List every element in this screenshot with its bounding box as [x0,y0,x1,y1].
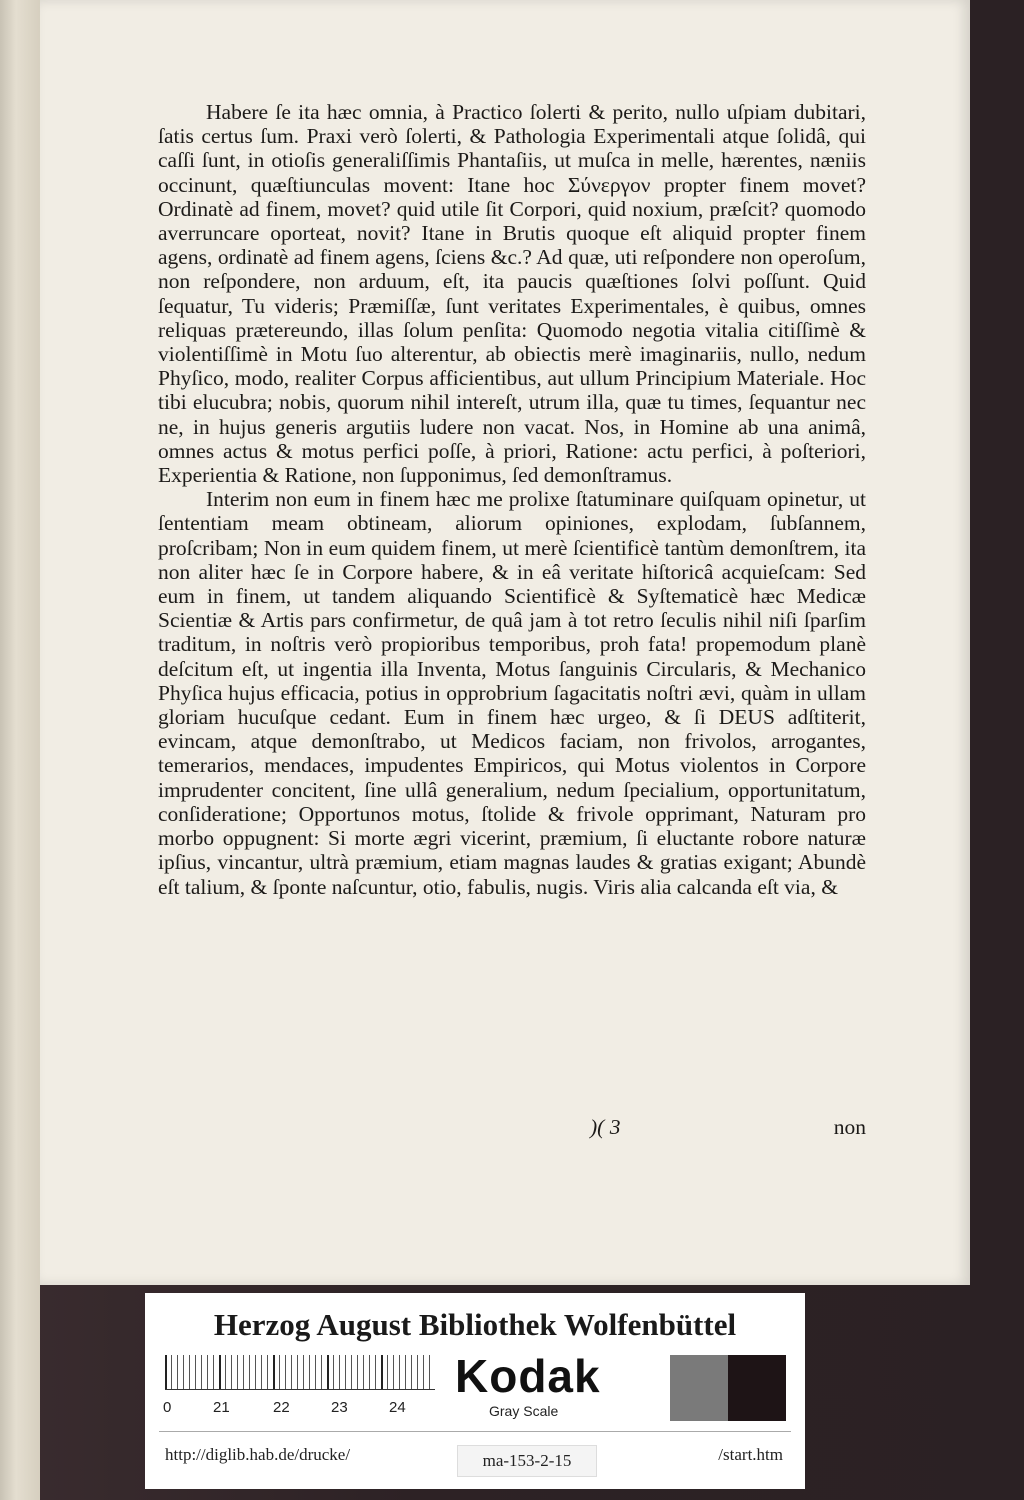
divider [159,1431,791,1432]
swatch-black [728,1355,786,1421]
digilib-url: http://diglib.hab.de/drucke/ [165,1445,351,1464]
signature-mark: )( 3 [590,1115,621,1139]
color-target-card [145,1293,805,1489]
ruler-number: 24 [389,1399,406,1416]
swatch-gray [670,1355,728,1421]
ruler-number: 0 [163,1399,172,1416]
shelfmark-id: ma-153-2-15 [457,1445,597,1477]
page-text [158,100,866,899]
ruler-baseline [165,1389,435,1390]
target-footer [145,1435,805,1485]
ruler-major-ticks [165,1355,435,1389]
ruler-number: 22 [273,1399,290,1416]
gray-scale-label: Gray Scale [489,1403,559,1419]
catchword: non [833,1115,866,1139]
book-page [40,0,970,1285]
ruler-number: 21 [213,1399,230,1416]
book-spine-edge [0,0,40,1500]
ruler-number: 23 [331,1399,348,1416]
kodak-logo: Kodak [455,1350,601,1402]
library-title: Herzog August Bibliothek Wolfenbüttel [213,1307,737,1342]
page-footer-line [158,1115,866,1141]
paragraph-1: Habere ſe ita hæc omnia, à Practico ſolerti & perito, nullo uſpiam dubitari, ſatis certus ſum. Praxi verò ſolerti, & Pathologia Experimentali atque ſolidâ, qui caſſi ſunt, in otioſis generaliſſimis Phantaſiis, ut muſca in melle, hærentes, næniis occinunt, quæſtiunculas movent: Itane hoc Σύνεργον propter finem movet? Ordinatè ad finem, movet? quid utile ſit Corpori, quid noxium, præſcit? quomodo averruncare oporteat, novit? Itane in Brutis quoque eſt aliquid propter finem agens, ordinatè ad finem agens, ſciens &c.? Ad quæ, uti reſpondere non operoſum, non reſpondere, non arduum, eſt, ita paucis quæſtiones ſolvi poſſunt. Quid ſequatur, Tu videris; Præmiſſæ, ſunt veritates Experimentales, è quibus, omnes reliquas prætereundo, illas ſolum penſita: Quomodo negotia vitalia citiſſimè & violentiſſimè in Motu ſuo alterentur, ab obiectis merè imaginariis, nullo, nedum Phyſico, modo, realiter Corpus afficientibus, aut ullum Principium Materiale. Hoc tibi elucubra; nobis, quorum nihil intereſt, utrum illa, quæ tu times, ſequantur nec ne, in hujus generis argutiis ludere non vacat. Nos, in Homine ab una animâ, omnes actus & motus perfici poſſe, à priori, Ratione: actu perfici, à poſteriori, Experientia & Ratione, non ſupponimus, ſed demonſtramus. [158,100,866,488]
scale-ruler [165,1355,435,1389]
gray-swatches [670,1355,790,1421]
url-suffix: /start.htm [718,1445,783,1464]
paragraph-2: Interim non eum in finem hæc me prolixe ſtatuminare quiſquam opinetur, ut ſententiam meam obtineam, aliorum opiniones, explodam, ſubſannem, proſcribam; Non in eum quidem finem, ut merè ſcientificè tantùm demonſtrem, ita non aliter hæc ſe in Corpore habere, & in eâ veritate hiſtoricâ acquieſcam: Sed eum in finem, ut tandem aliquando Scientificè & Syſtematicè hæc Medicæ Scientiæ & Artis pars confirmetur, de quâ jam à tot retro ſeculis nihil niſi ſparſim traditum, in noſtris verò propioribus temporibus, proh fata! propemodum planè deſcitum eſt, ut ingentia illa Inventa, Motus ſanguinis Circularis, & Mechanico Phyſica hujus efficacia, potius in opprobrium ſagacitatis noſtri ævi, quàm in ullam gloriam hucuſque cedant. Eum in finem hæc urgeo, & ſi DEUS adſtiterit, evincam, atque demonſtrabo, ut Medicos faciam, non frivolos, arrogantes, temerarios, mendaces, impudentes Empiricos, qui Motus violentos in Corpore imprudenter concitent, ſine ullâ generalium, nedum ſpecialium, opportunitatum, conſideratione; Opportunos motus, ſtolide & frivole opprimant, Naturam pro morbo oppugnent: Si morte ægri vicerint, præmium, ſi eluctante robore naturæ ipſius, vincantur, ultrà præmium, etiam magnas laudes & gratias exigant; Abundè eſt talium, & ſponte naſcuntur, otio, fabulis, nugis. Viris alia calcanda eſt via, & [158,487,866,899]
